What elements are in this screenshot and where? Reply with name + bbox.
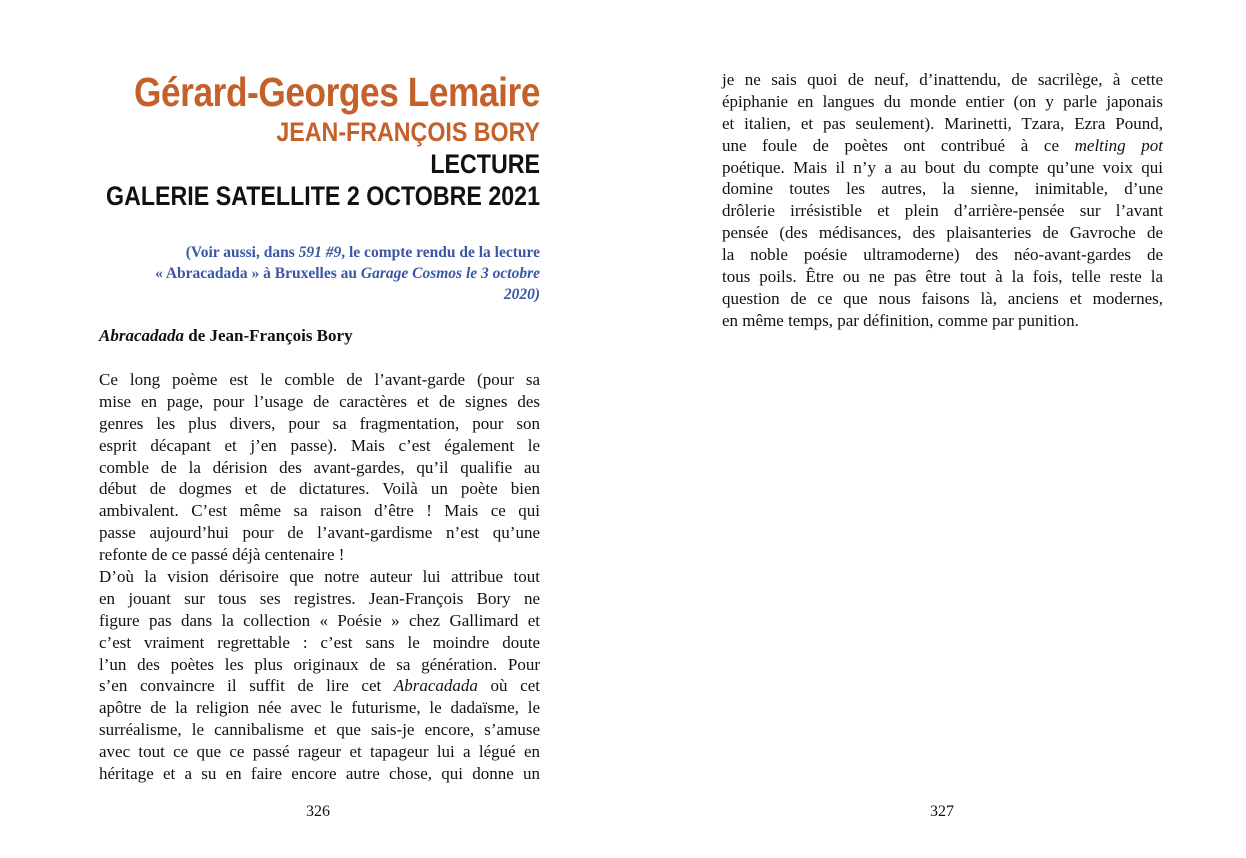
- text-line: avec tout ce que ce passé rageur et tapageur lui a légué en: [99, 742, 540, 762]
- text-line: drôlerie irrésistible et plein d’arrière-pensée sur l’avant: [722, 201, 1163, 221]
- text-line: c’est vraiment regrettable : c’est sans le moindre doute: [99, 632, 540, 652]
- text-line: Ce long poème est le comble de l’avant-garde (pour sa: [99, 370, 540, 389]
- body-text: [99, 369, 540, 785]
- text-line: esprit décapant et j’en passe). Mais c’est également le: [99, 435, 540, 455]
- text-line: genres les plus divers, pour sa fragmentation, pour son: [99, 413, 540, 433]
- text-line: apôtre de la religion née avec le futurisme, le dadaïsme, le: [99, 698, 540, 718]
- page-number: 327: [930, 803, 954, 820]
- issue-reference: 591 #9: [298, 244, 342, 261]
- text-line: passe aujourd’hui pour de l’avant-gardisme n’est qu’une: [99, 523, 540, 543]
- text-line: domine toutes les autres, la sienne, inimitable, d’une: [722, 179, 1163, 199]
- emphasis-term: melting pot: [1074, 135, 1163, 155]
- text-line: figure pas dans la collection « Poésie » chez Gallimard et: [99, 610, 540, 630]
- text-line: mise en page, pour l’usage de caractères et de signes des: [99, 391, 540, 411]
- event-heading: LECTURE: [430, 149, 540, 179]
- text-line: surréalisme, le cannibalisme et que sais-je encore, s’amuse: [99, 720, 540, 740]
- text-line: en jouant sur tous ses registres. Jean-François Bory ne: [99, 588, 540, 608]
- venue-heading: GALERIE SATELLITE 2 OCTOBRE 2021: [106, 181, 541, 211]
- text-line: une foule de poètes ont contribué à ce melting pot: [722, 135, 1163, 155]
- text-line: poétique. Mais il n’y a au bout du compte qu’une voix qui: [722, 157, 1163, 177]
- text-line: ambivalent. C’est même sa raison d’être ! Mais ce qui: [99, 501, 540, 521]
- work-title: Abracadada: [99, 326, 184, 345]
- text-line: la noble poésie ultramoderne) des néo-avant-gardes de: [722, 245, 1163, 265]
- text-line: l’un des poètes les plus originaux de sa génération. Pour: [99, 654, 540, 674]
- poet-heading: JEAN-FRANÇOIS BORY: [276, 117, 540, 147]
- text-line: refonte de ce passé déjà centenaire !: [99, 545, 345, 565]
- right-page: [623, 0, 1246, 858]
- work-title-inline: Abracadada: [393, 676, 478, 696]
- text-line: s’en convaincre il suffit de lire cet Abracadada où cet: [99, 676, 540, 696]
- venue-reference: Garage Cosmos le 3 octobre: [360, 265, 540, 282]
- text-line: héritage et a su en faire encore autre chose, qui donne un: [99, 764, 540, 784]
- text-line: épiphanie en langues du monde entier (on y parle japonais: [722, 91, 1163, 111]
- article-subtitle: Abracadada de Jean-François Bory: [99, 326, 353, 345]
- text-line: D’où la vision dérisoire que notre auteur lui attribue tout: [99, 567, 540, 587]
- author-heading: Gérard-Georges Lemaire: [133, 69, 540, 115]
- text-line: je ne sais quoi de neuf, d’inattendu, de sacrilège, à cette: [722, 70, 1163, 89]
- text-line: début de dogmes et de dictatures. Voilà un poète bien: [99, 479, 540, 499]
- text-line: comble de la dérision des avant-gardes, qu’il qualifie au: [99, 457, 540, 477]
- text-line: et italien, et pas seulement). Marinetti, Tzara, Ezra Pound,: [722, 113, 1163, 133]
- cross-reference-note: (Voir aussi, dans 591 #9, le compte rendu de la lecture « Abracadada » à Bruxelles au Garage Cosmos le 3 octobre 2020): [155, 244, 540, 303]
- text-line: en même temps, par définition, comme par punition.: [722, 310, 1079, 330]
- text-line: tous poils. Être ou ne pas être tout à la fois, telle reste la: [722, 267, 1163, 287]
- text-line: question de ce que nous faisons là, anciens et modernes,: [722, 288, 1163, 308]
- page-number: 326: [306, 803, 330, 820]
- text-line: pensée (des médisances, des plaisanteries de Gavroche de: [722, 223, 1163, 243]
- body-text: [722, 69, 1163, 332]
